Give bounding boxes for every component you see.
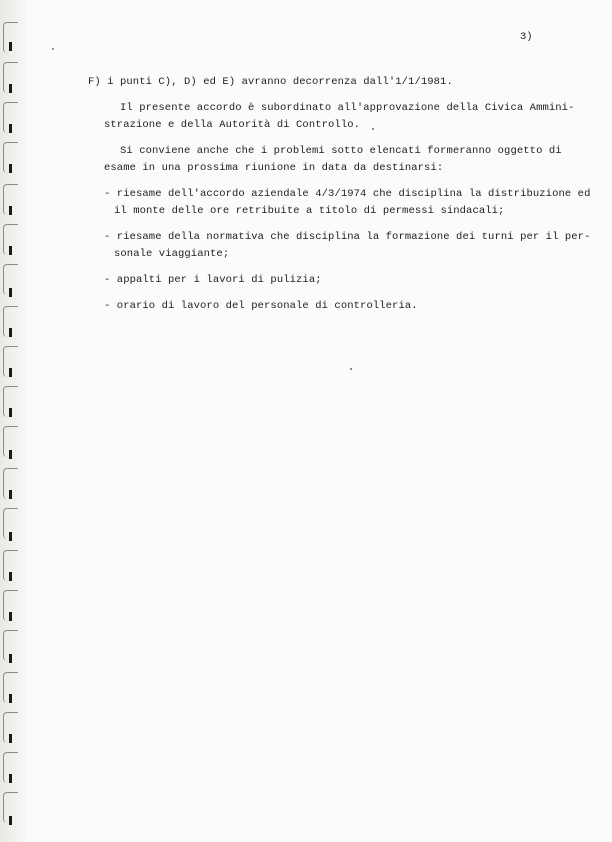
document-body (88, 74, 591, 324)
binder-mark (9, 694, 12, 703)
binder-mark (9, 654, 12, 663)
binder-mark (9, 42, 12, 51)
text-line: Il presente accordo è subordinato all'approvazione della Civica Ammini- (120, 102, 575, 114)
binder-mark (9, 246, 12, 255)
list-item-union-leave (104, 186, 591, 220)
binding-strip (0, 0, 26, 842)
binder-mark (9, 288, 12, 297)
text-line: - riesame della normativa che disciplina la formazione dei turni per il per- (104, 231, 591, 243)
text-line: - orario di lavoro del personale di controlleria. (104, 300, 418, 312)
binder-mark (9, 532, 12, 541)
binder-mark (9, 816, 12, 825)
list-item-shift-rules (104, 229, 591, 263)
binder-mark (9, 490, 12, 499)
binder-mark (9, 774, 12, 783)
binder-mark (9, 734, 12, 743)
list-item-inspector-hours (104, 298, 574, 315)
text-line: - riesame dell'accordo aziendale 4/3/1974 che disciplina la distribuzione ed (104, 188, 591, 200)
binder-mark (9, 84, 12, 93)
binder-mark (9, 164, 12, 173)
paper-speck (350, 368, 352, 370)
list-item-cleaning-contracts (104, 272, 574, 289)
text-line: esame in una prossima riunione in data da destinarsi: (104, 162, 444, 174)
text-line: strazione e della Autorità di Controllo. (104, 119, 361, 131)
binder-mark (9, 206, 12, 215)
paragraph-agenda-intro (104, 143, 574, 177)
page-number: 3) (520, 31, 533, 43)
binder-mark (9, 124, 12, 133)
binder-mark (9, 408, 12, 417)
binder-mark (9, 450, 12, 459)
binder-mark (9, 572, 12, 581)
binder-mark (9, 368, 12, 377)
text-line: sonale viaggiante; (114, 248, 230, 260)
text-line: Si conviene anche che i problemi sotto elencati formeranno oggetto di (120, 145, 562, 157)
binder-mark (9, 328, 12, 337)
text-line: F) i punti C), D) ed E) avranno decorrenza dall'1/1/1981. (88, 76, 453, 88)
paragraph-effective-date (88, 74, 574, 91)
paragraph-approval (104, 100, 574, 134)
text-line: il monte delle ore retribuite a titolo di permessi sindacali; (114, 205, 505, 217)
paper-speck (52, 48, 54, 50)
text-line: - appalti per i lavori di pulizia; (104, 274, 322, 286)
binder-mark (9, 612, 12, 621)
